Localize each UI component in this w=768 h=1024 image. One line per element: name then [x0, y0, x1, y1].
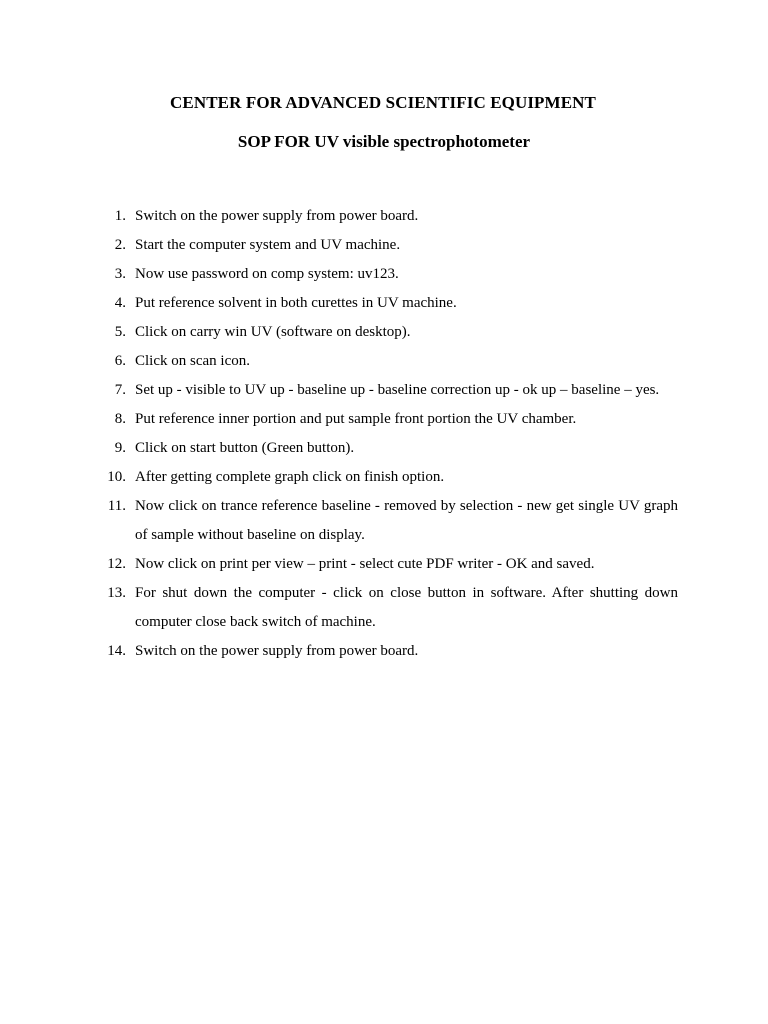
- list-item: [0, 579, 678, 637]
- list-item: [0, 376, 678, 405]
- step-number: 11.: [107, 498, 126, 514]
- step-text: Put reference inner portion and put sample front portion the UV chamber.: [135, 411, 577, 427]
- step-text: Put reference solvent in both curettes in UV machine.: [135, 295, 457, 311]
- step-number: 6.: [114, 353, 126, 369]
- list-item: [0, 318, 678, 347]
- list-item: [0, 637, 678, 666]
- list-item: [0, 492, 678, 550]
- step-text: Click on carry win UV (software on desktop).: [135, 324, 411, 340]
- step-text: Now click on trance reference baseline - removed by selection - new get single UV graph of sample without baseline on display.: [135, 498, 678, 543]
- step-text: After getting complete graph click on finish option.: [135, 469, 445, 485]
- step-number: 3.: [114, 266, 126, 282]
- step-number: 14.: [107, 643, 126, 659]
- list-item: [0, 231, 678, 260]
- list-item: [0, 347, 678, 376]
- list-item: [0, 463, 678, 492]
- list-item: [0, 405, 678, 434]
- step-text: Click on start button (Green button).: [135, 440, 355, 456]
- step-number: 7.: [114, 382, 126, 398]
- step-text: Switch on the power supply from power board.: [135, 643, 419, 659]
- step-text: Now use password on comp system: uv123.: [135, 266, 399, 282]
- document-title: CENTER FOR ADVANCED SCIENTIFIC EQUIPMENT: [170, 93, 596, 112]
- step-number: 8.: [114, 411, 126, 427]
- list-item: [0, 550, 678, 579]
- step-text: Switch on the power supply from power board.: [135, 208, 419, 224]
- list-item: [0, 434, 678, 463]
- step-text: Set up - visible to UV up - baseline up - baseline correction up - ok up – baseline – yes.: [135, 382, 660, 398]
- step-number: 5.: [114, 324, 126, 340]
- list-item: [0, 202, 678, 231]
- step-number: 12.: [107, 556, 126, 572]
- list-item: [0, 260, 678, 289]
- document-subtitle: SOP FOR UV visible spectrophotometer: [237, 132, 531, 151]
- list-item: [0, 289, 678, 318]
- step-text: Start the computer system and UV machine.: [135, 237, 401, 253]
- step-text: Now click on print per view – print - select cute PDF writer - OK and saved.: [135, 556, 595, 572]
- step-number: 1.: [114, 208, 126, 224]
- step-text: Click on scan icon.: [135, 353, 250, 369]
- step-number: 10.: [107, 469, 126, 485]
- steps-list: [0, 202, 678, 666]
- step-number: 9.: [114, 440, 126, 456]
- step-text: For shut down the computer - click on close button in software. After shutting down computer close back switch of machine.: [135, 585, 678, 630]
- step-number: 13.: [107, 585, 126, 601]
- step-number: 4.: [114, 295, 126, 311]
- step-number: 2.: [114, 237, 126, 253]
